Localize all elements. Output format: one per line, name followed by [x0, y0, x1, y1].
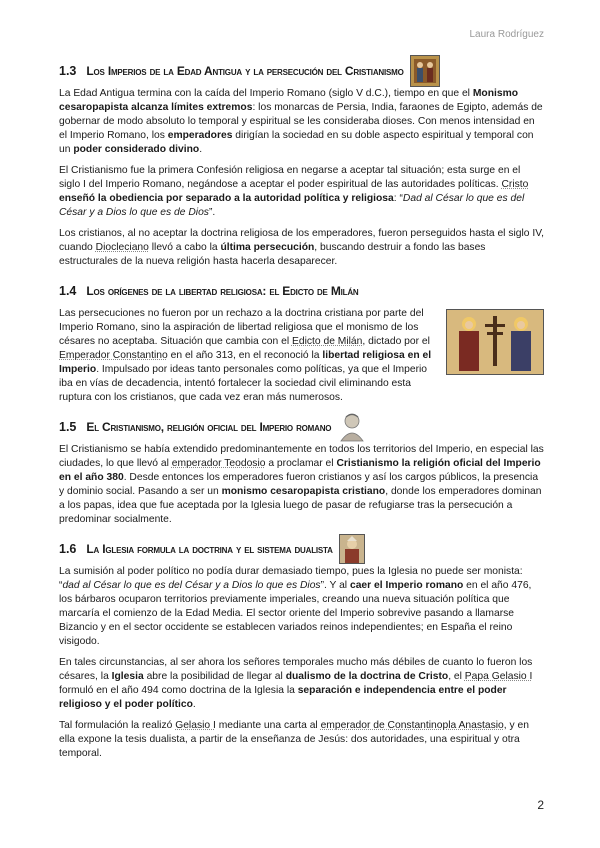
- section-heading: [59, 412, 544, 442]
- author-header: Laura Rodríguez: [469, 29, 544, 40]
- section-heading: [59, 276, 544, 306]
- document-body: [59, 56, 544, 768]
- paragraph: El Cristianismo fue la primera Confesión religiosa en negarse a aceptar tal situación; esta surge en el siglo I del Imperio Romano, negándose a aceptar el poder espiritual de las autoridades políticas. Cristo enseñó la obediencia por separado a la autoridad política y religiosa: “Dad al César lo que es del César y a Dios lo que es de Dios”.: [59, 165, 529, 218]
- page-number: 2: [537, 798, 544, 812]
- section-number: 1.5: [59, 420, 77, 434]
- mosaic-illustration: [410, 55, 440, 87]
- section-title: Los Imperios de la Edad Antigua y la persecución del Cristianismo: [86, 64, 404, 78]
- section-1-3: [59, 56, 544, 269]
- section-number: 1.4: [59, 284, 77, 298]
- section-heading: [59, 56, 544, 86]
- section-title: Los orígenes de la libertad religiosa: el Edicto de Milán: [86, 284, 359, 298]
- section-1-4: [59, 276, 544, 405]
- constantine-helena-icon-image: [446, 309, 544, 375]
- paragraph: La sumisión al poder político no podía durar demasiado tiempo, pues la Iglesia no puede ser monista: “dad al César lo que es del César y a Dios lo que es Dios”. Y al caer el Imperio romano en el año 476, los bárbaros ocuparon territorios previamente imperiales, creando una nueva situación política que marcaría el comienzo de la Edad Media. El sector oriente del Imperio sobrevive pasando a llamarse Bizancio y en el sector occidente se establecen variados reinos independientes; en España el reino visigodo.: [59, 566, 532, 647]
- paragraph: El Cristianismo se había extendido predominantemente en todos los territorios del Imperio, en especial las ciudades, lo que llevó al emperador Teodosio a proclamar el Cristianismo la religión oficial del Imperio en el año 380. Desde entonces los emperadores fueron cristianos y así los cargos públicos, la presencia y dominio social. Pasando a ser un monismo cesaropapista cristiano, donde los emperadores dominan a los papas, idea que fue aceptada por la Iglesia luego de pasar de refugiarse tras la persecución a predominar socialmente.: [59, 444, 544, 525]
- pope-gelasius-illustration: [339, 534, 365, 564]
- section-title: El Cristianismo, religión oficial del Imperio romano: [86, 420, 332, 434]
- paragraph: Tal formulación la realizó Gelasio I mediante una carta al emperador de Constantinopla Anastasio, y en ella expone la tesis dualista, a partir de la enseñanza de Jesús: dos autoridades, una espiritual y otra temporal.: [59, 720, 529, 759]
- section-1-5: [59, 412, 544, 527]
- paragraph: En tales circunstancias, al ser ahora los señores temporales mucho más débiles de cuanto lo fueron los césares, la Iglesia abre la posibilidad de llegar al dualismo de la doctrina de Cristo, el Papa Gelasio I formuló en el año 494 como doctrina de la Iglesia la separación e independencia entre el poder religioso y el poder político.: [59, 657, 533, 710]
- section-title: La Iglesia formula la doctrina y el sistema dualista: [86, 542, 333, 556]
- paragraph: Las persecuciones no fueron por un rechazo a la doctrina cristiana por parte del Imperio Romano, sino la aspiración de libertad religiosa que el monismo de los césares no aceptaba. Situación que cambia con el Edicto de Milán, dictado por el Emperador Constantino en el año 313, en el reconoció la libertad religiosa en el Imperio. Impulsado por ideas tanto personales como políticas, ya que el Imperio iba en vías de decadencia, intentó fortalecer la sociedad civil eliminando esta ruptura con los cristianos, que cada vez eran más numerosos.: [59, 308, 432, 403]
- section-number: 1.3: [59, 64, 77, 78]
- section-number: 1.6: [59, 542, 77, 556]
- section-heading: [59, 534, 544, 564]
- theodosius-bust-illustration: [337, 411, 367, 443]
- section-1-6: [59, 534, 544, 761]
- paragraph: Los cristianos, al no aceptar la doctrina religiosa de los emperadores, fueron perseguidos hasta el siglo IV, cuando Diocleciano llevó a cabo la última persecución, buscando destruir a fondo las bases estructurales de la nueva religión hasta hacerla desaparecer.: [59, 228, 544, 267]
- paragraph: La Edad Antigua termina con la caída del Imperio Romano (siglo V d.C.), tiempo en que el Monismo cesaropapista alcanza límites extremos: los monarcas de Persia, India, faraones de Egipto, además de gobernar de modo absoluto lo temporal y espiritual se les consideraba dioses. Con menos intensidad en el Imperio Romano, los emperadores dirigían la sociedad en su doble aspecto espiritual y temporal con un poder considerado divino.: [59, 88, 543, 155]
